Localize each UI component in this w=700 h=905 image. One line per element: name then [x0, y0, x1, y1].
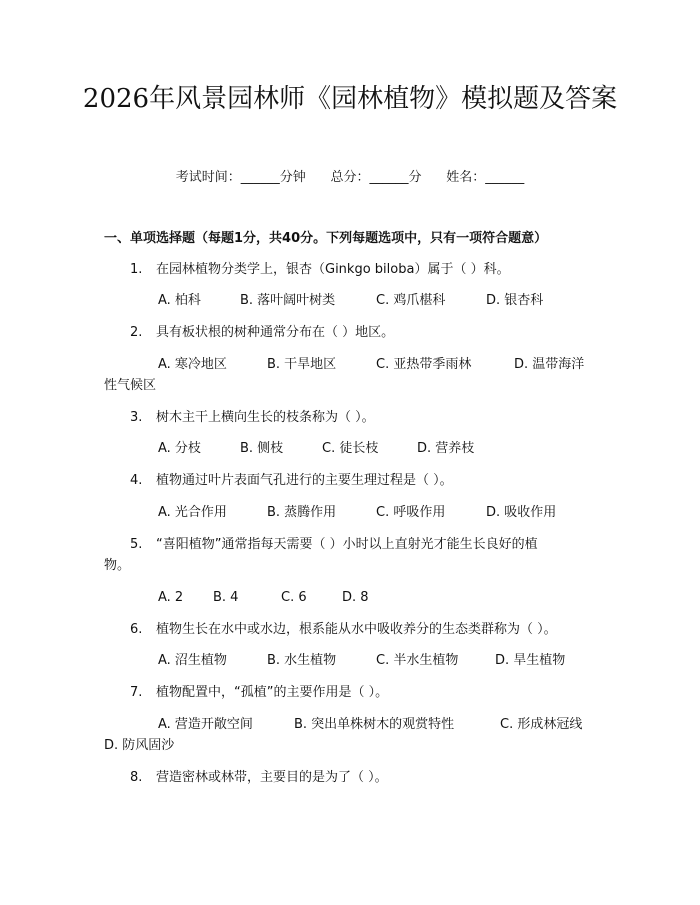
section-heading: 一、单项选择题（每题1分，共40分。下列每题选项中，只有一项符合题意） [104, 231, 548, 246]
option-b: B. 突出单株树木的观赏特性 [294, 717, 455, 732]
question-number: 7. [130, 685, 143, 700]
option-c: C. 鸡爪椹科 [376, 293, 446, 308]
option-c: C. 6 [281, 590, 307, 605]
option-d: D. 旱生植物 [495, 653, 566, 668]
question-stem: 营造密林或林带，主要目的是为了（ ）。 [156, 770, 388, 785]
question-number: 5. [130, 537, 143, 552]
question-stem: 植物通过叶片表面气孔进行的主要生理过程是（ ）。 [156, 473, 453, 488]
option-a: A. 光合作用 [158, 505, 227, 520]
option-a: A. 沼生植物 [158, 653, 227, 668]
question-stem: 在园林植物分类学上，银杏（Ginkgo biloba）属于（ ）科。 [156, 262, 510, 277]
question-1 [104, 259, 604, 281]
question-stem: 植物生长在水中或水边，根系能从水中吸收养分的生态类群称为（ ）。 [156, 622, 557, 637]
question-2 [104, 322, 604, 344]
option-b: B. 水生植物 [267, 653, 337, 668]
question-3 [104, 407, 604, 429]
option-a: A. 分枝 [158, 441, 201, 456]
question-number: 6. [130, 622, 143, 637]
option-d: D. 吸收作用 [486, 505, 557, 520]
option-b: B. 侧枝 [240, 441, 284, 456]
option-c: C. 半水生植物 [376, 653, 459, 668]
option-b: B. 干旱地区 [267, 357, 337, 372]
question-stem: 树木主干上横向生长的枝条称为（ ）。 [156, 410, 375, 425]
question-number: 3. [130, 410, 143, 425]
question-6 [104, 619, 604, 641]
option-b: B. 4 [213, 590, 239, 605]
question-number: 1. [130, 262, 143, 277]
option-a: A. 2 [158, 590, 184, 605]
document-title: 2026年风景园林师《园林植物》模拟题及答案 [82, 84, 618, 114]
question-stem: 植物配置中，“孤植”的主要作用是（ ）。 [156, 685, 389, 700]
option-c: C. 呼吸作用 [376, 505, 446, 520]
option-a: A. 寒冷地区 [158, 357, 227, 372]
option-b: B. 落叶阔叶树类 [240, 293, 336, 308]
question-5 [104, 534, 604, 556]
question-stem: 具有板状根的树种通常分布在（ ）地区。 [156, 325, 395, 340]
option-d-continued: 性气候区 [104, 378, 157, 393]
option-c: C. 亚热带季雨林 [376, 357, 472, 372]
question-4 [104, 470, 604, 492]
option-d: D. 8 [342, 590, 369, 605]
option-c: C. 形成林冠线 [500, 717, 583, 732]
option-a: A. 营造开敞空间 [158, 717, 253, 732]
exam-info-line: 考试时间：______分钟 总分：______分 姓名：______ [175, 170, 525, 185]
question-7 [104, 682, 604, 704]
option-d: D. 银杏科 [486, 293, 544, 308]
question-stem-continued: 物。 [104, 558, 131, 573]
question-number: 8. [130, 770, 143, 785]
question-number: 4. [130, 473, 143, 488]
option-d: D. 防风固沙 [104, 738, 175, 753]
option-c: C. 徒长枝 [322, 441, 379, 456]
question-number: 2. [130, 325, 143, 340]
option-a: A. 柏科 [158, 293, 201, 308]
option-d: D. 温带海洋 [514, 357, 585, 372]
question-8 [104, 767, 604, 789]
option-d: D. 营养枝 [417, 441, 475, 456]
question-stem: “喜阳植物”通常指每天需要（ ）小时以上直射光才能生长良好的植 [156, 537, 538, 552]
option-b: B. 蒸腾作用 [267, 505, 337, 520]
